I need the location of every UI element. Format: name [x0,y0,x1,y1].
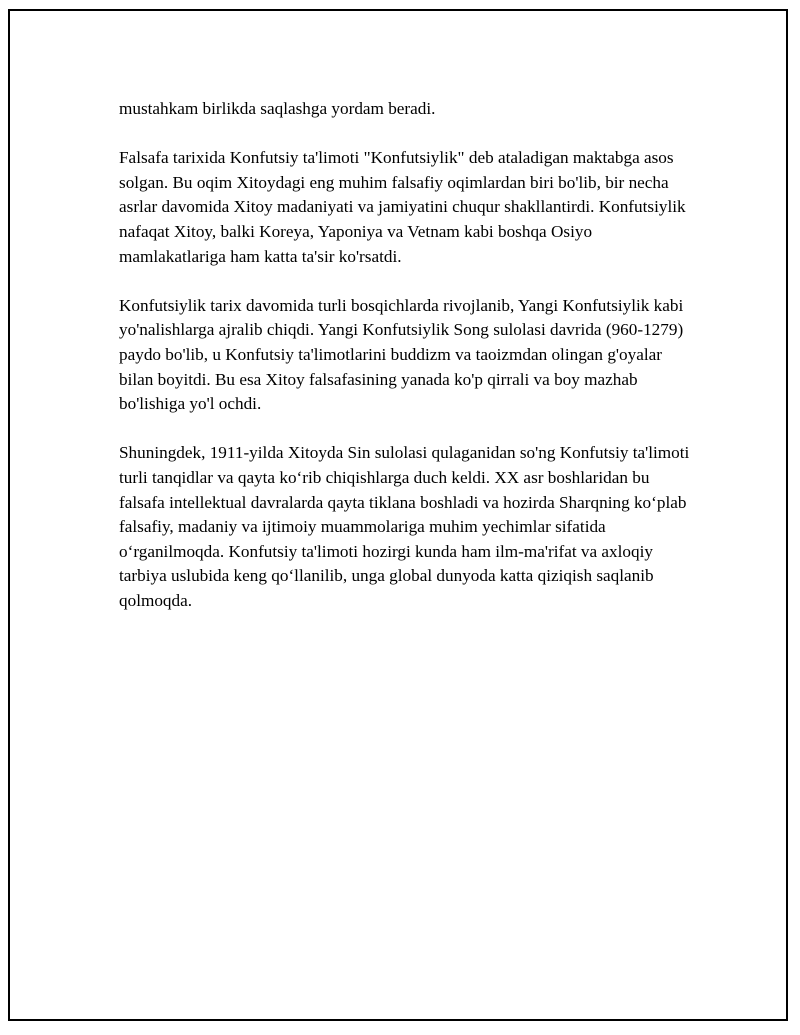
paragraph-1: mustahkam birlikda saqlashga yordam beradi. [119,99,436,118]
paragraph-3: Konfutsiylik tarix davomida turli bosqichlarda rivojlanib, Yangi Konfutsiylik kabi yo'nalishlarga ajralib chiqdi. Yangi Konfutsiylik Song sulolasi davrida (960-1279) paydo bo'lib, u Konfutsiy ta'limotlarini buddizm va taoizmdan olingan g'oyalar bilan boyitdi. Bu esa Xitoy falsafasining yanada ko'p qirrali va boy mazhab bo'lishiga yo'l ochdi. [119,295,684,414]
document-body [119,97,699,638]
document-page [8,9,788,1021]
paragraph-2: Falsafa tarixida Konfutsiy ta'limoti "Konfutsiylik" deb ataladigan maktabga asos solgan. Bu oqim Xitoydagi eng muhim falsafiy oqimlardan biri bo'lib, bir necha asrlar davomida Xitoy madaniyati va jamiyatini chuqur shakllantirdi. Konfutsiylik nafaqat Xitoy, balki Koreya, Yaponiya va Vetnam kabi boshqa Osiyo mamlakatlariga ham katta ta'sir ko'rsatdi. [119,148,686,266]
paragraph-4: Shuningdek, 1911-yilda Xitoyda Sin sulolasi qulaganidan so'ng Konfutsiy ta'limoti turli tanqidlar va qayta ko‘rib chiqishlarga duch keldi. XX asr boshlaridan bu falsafa intellektual davralarda qayta tiklana boshladi va hozirda Sharqning ko‘plab falsafiy, madaniy va ijtimoiy muammolariga muhim yechimlar sifatida o‘rganilmoqda. Konfutsiy ta'limoti hozirgi kunda ham ilm-ma'rifat va axloqiy tarbiya uslubida keng qo‘llanilib, unga global dunyoda katta qiziqish saqlanib qolmoqda. [119,443,690,610]
